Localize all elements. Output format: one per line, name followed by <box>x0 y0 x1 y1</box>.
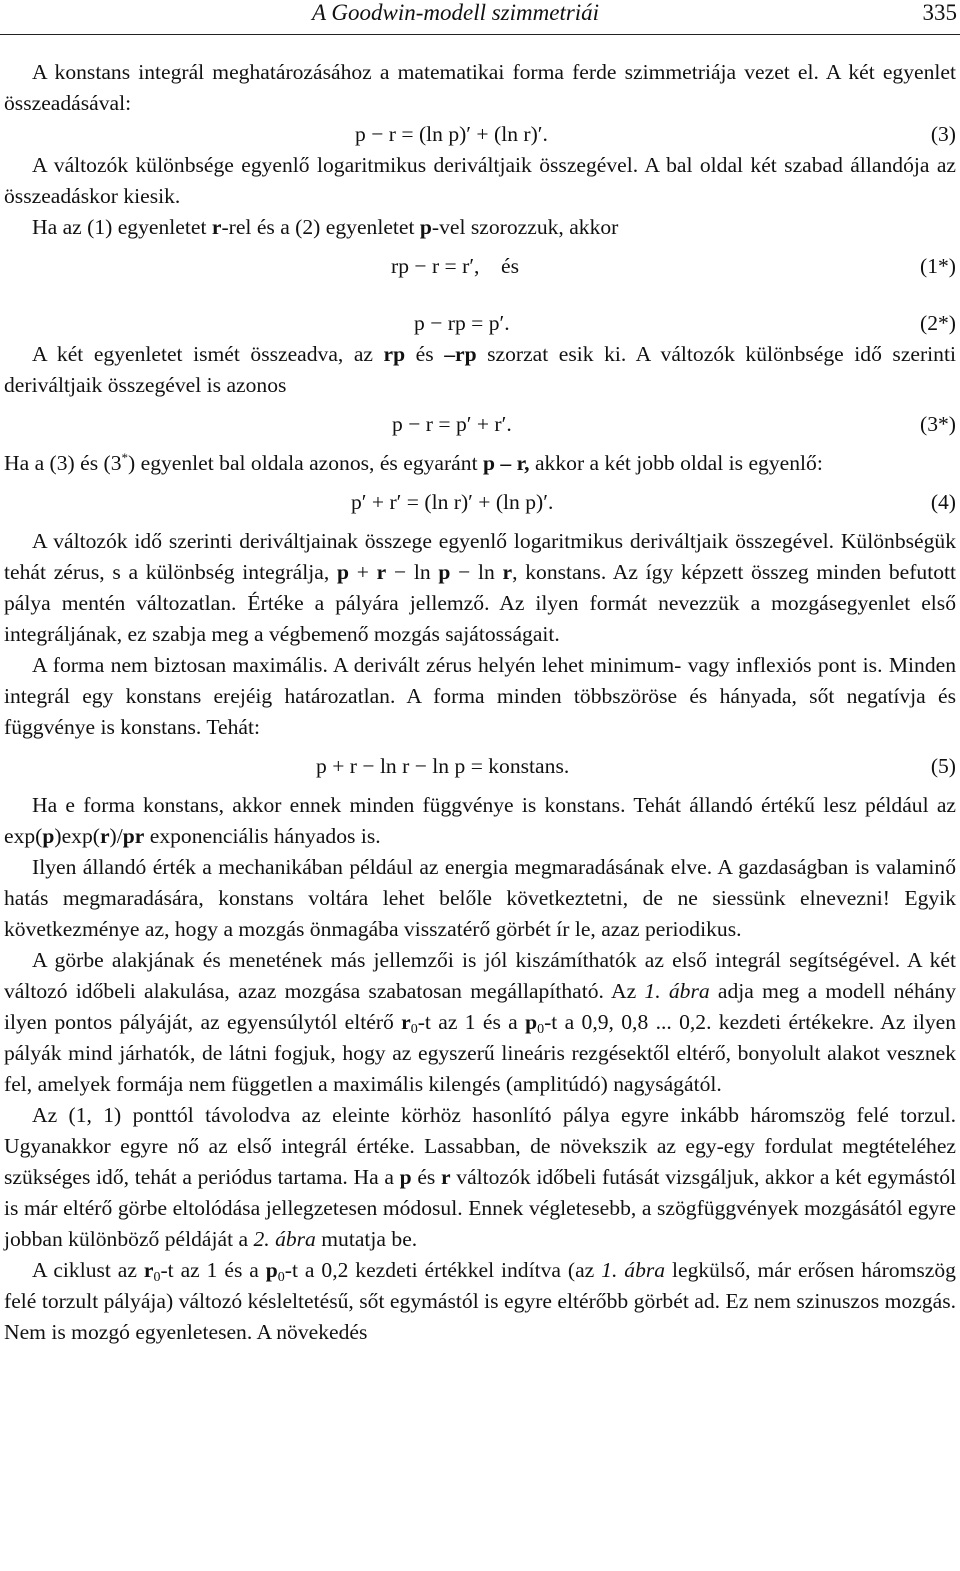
paragraph: A ciklust az $r_0-t$ az 1 és a $p_0-t$ a 0,2 kezdeti értékkel indítva (az 1. ábra legkülső, már erősen háromszög felé torzult pályája) változó késleltetésű, sőt egymástól is egyre eltérőbb görbét ad. Ez nem szinuszos mozgás. Nem is mozgó egyenletesen. A növekedés <box>4 1258 956 1344</box>
equation-number: (5) <box>930 754 956 778</box>
paragraph: A görbe alakjának és menetének más jellemzői is jól kiszámíthatók az első integrál segítségével. A két változó időbeli alakulása, azaz mozgása szabatosan megállapítható. Az 1. ábra adja meg a modell néhány ilyen pontos pályáját, az egyensúlytól eltérő $r_0-t$ az 1 és a $p_0-t$ a 0,9, 0,8 ... 0,2. kezdeti értékekre. Az ilyen pályák mind járhatók, de látni fogjuk, hogy az egyszerű lineáris rezgésektől eltérő, bonyolult alakot vesznek fel, amelyek formája nem független a maximális kilengés (amplitúdó) nagyságától. <box>4 948 956 1096</box>
paragraph: A konstans integrál meghatározásához a matematikai forma ferde szimmetriája vezet el. A két egyenlet összeadásával: <box>4 60 956 115</box>
paragraph: Ilyen állandó érték a mechanikában például az energia megmaradásának elve. A gazdaságban is valaminő hatás megmaradására, konstans voltára lehet belőle következtetni, de ne siessünk elnevezni! Egyik következménye az, hogy a mozgás önmagába visszatérő görbét ír le, azaz periodikus. <box>4 855 956 941</box>
equation-3-star <box>4 409 956 440</box>
running-header <box>0 0 960 35</box>
paragraph: A két egyenletet ismét összeadva, az rp és –rp szorzat esik ki. A változók különbsége idő szerinti deriváltjaik összegével is azonos <box>4 342 956 397</box>
equation-1-star <box>4 251 956 282</box>
equation-formula: p + r − ln r − ln p = konstans. <box>316 754 570 778</box>
equation-formula: p − r = p′ + r′. <box>392 412 512 436</box>
equation-3 <box>4 119 956 150</box>
page-number: 335 <box>922 0 957 25</box>
equation-number: (1*) <box>920 254 956 278</box>
paragraph: A változók különbsége egyenlő logaritmikus deriváltjaik összegével. A bal oldal két szabad állandója az összeadáskor kiesik. <box>4 153 956 208</box>
equation-number: (2*) <box>920 311 956 335</box>
running-title: A Goodwin-modell szimmetriái <box>312 0 600 25</box>
equation-formula: rp − r = r′, és <box>391 254 520 278</box>
equation-number: (3*) <box>920 412 956 436</box>
equation-number: (3) <box>930 122 956 146</box>
equation-formula: p′ + r′ = (ln r)′ + (ln p)′. <box>351 490 554 514</box>
equation-2-star <box>4 308 956 339</box>
paragraph: Ha a (3) és (3*) egyenlet bal oldala azonos, és egyaránt p – r, akkor a két jobb oldal is egyenlő: <box>4 450 823 475</box>
equation-4 <box>4 487 956 518</box>
paragraph: A változók idő szerinti deriváltjainak összege egyenlő logaritmikus deriváltjaik összegével. Különbségük tehát zérus, s a különbség integrálja, p + r − ln p − ln r, konstans. Az így képzett összeg minden befutott pálya mentén változatlan. Értéke a pályára jellemző. Az ilyen formát nevezzük a mozgásegyenlet első integráljának, ez szabja meg a végbemenő mozgás sajátosságait. <box>4 529 957 646</box>
paragraph: Ha az (1) egyenletet r-rel és a (2) egyenletet p-vel szorozzuk, akkor <box>32 215 619 239</box>
equation-number: (4) <box>930 490 956 514</box>
body-text <box>4 57 956 1348</box>
equation-formula: p − r = (ln p)′ + (ln r)′. <box>355 122 548 146</box>
paragraph: Ha e forma konstans, akkor ennek minden függvénye is konstans. Tehát állandó értékű lesz például az exp(p)exp(r)/pr exponenciális hányados is. <box>4 793 956 848</box>
paragraph: A forma nem biztosan maximális. A derivált zérus helyén lehet minimum- vagy inflexiós pont is. Minden integrál egy konstans erejéig határozatlan. A forma minden többszöröse és hányada, sőt negatívja és függvénye is konstans. Tehát: <box>4 653 956 739</box>
paragraph: Az (1, 1) ponttól távolodva az eleinte körhöz hasonlító pálya egyre inkább háromszög felé torzul. Ugyanakkor egyre nő az első integrál értéke. Lassabban, de növekszik az egy-egy fordulat megtételéhez szükséges idő, tehát a periódus tartama. Ha a p és r változók időbeli futását vizsgáljuk, akkor a két egymástól is már eltérő görbe eltolódása jellegzetesen módosul. Ennek végletesebb, a szögfüggvények mozgásától egyre jobban különböző példáját a 2. ábra mutatja be. <box>4 1103 956 1251</box>
equation-formula: p − rp = p′. <box>414 311 510 335</box>
equation-5 <box>4 751 956 782</box>
